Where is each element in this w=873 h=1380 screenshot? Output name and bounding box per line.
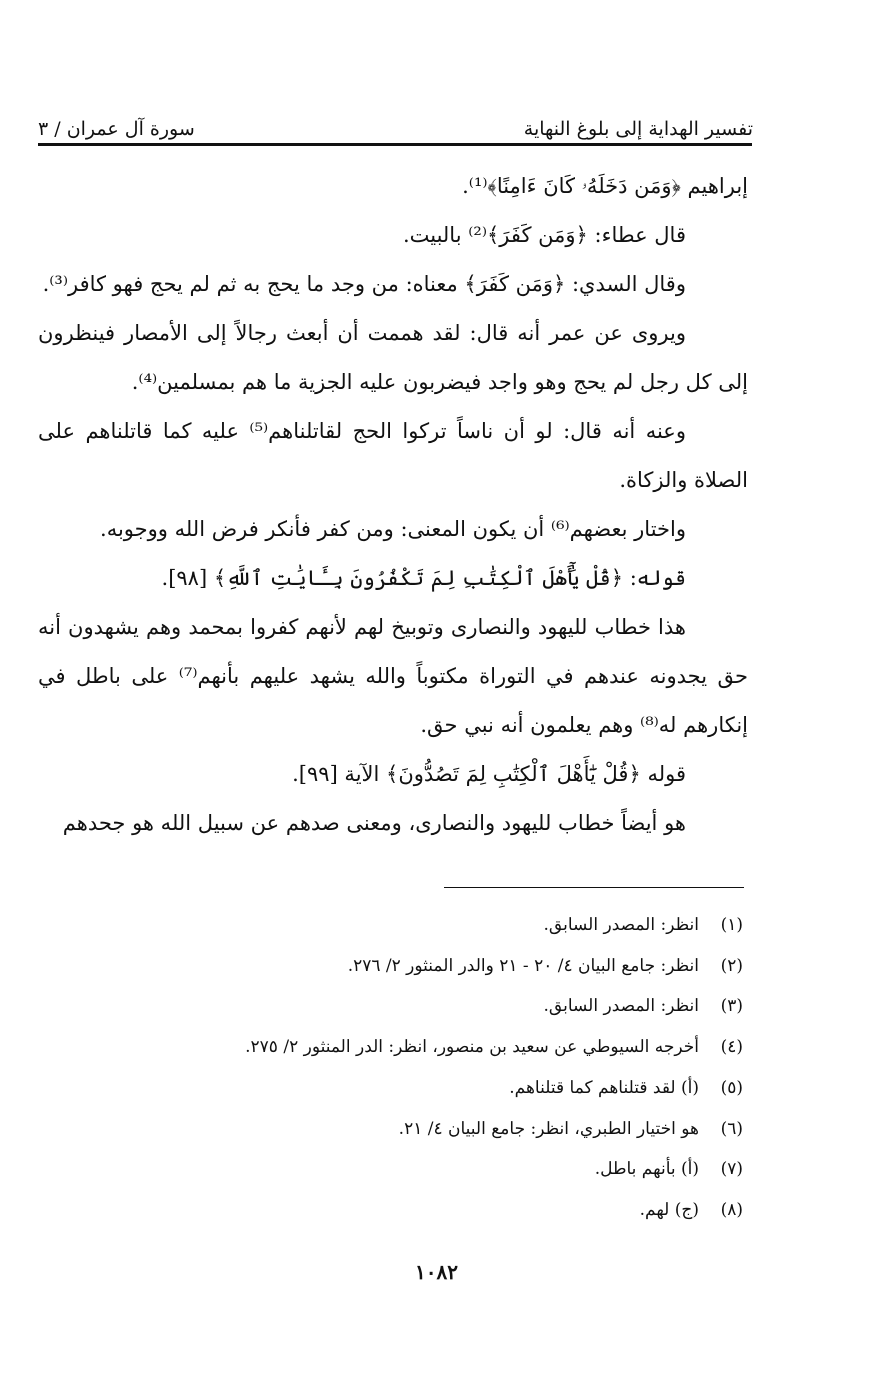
footnote-item — [83, 1190, 743, 1231]
paragraph-10: هو أيضاً خطاب لليهود والنصارى، ومعنى صدهم عن سبيل الله هو جحدهم — [62, 811, 686, 835]
paragraph-8: هذا خطاب لليهود والنصارى وتوبيخ لهم لأنهم كفروا بمحمد وهم يشهدون أنه حق يجدونه عندهم في التوراة مكتوباً والله يشهد عليهم بأنهم⁽⁷⁾ على باطل في إنكارهم له⁽⁸⁾ وهم يعلمون أنه نبي حق. — [38, 615, 748, 737]
footnote-item — [83, 986, 743, 1027]
paragraph-1: إبراهيم ﴿وَمَن دَخَلَهُۥ كَانَ ءَامِنًا﴾⁽¹⁾. — [462, 174, 748, 198]
footnote-text: أخرجه السيوطي عن سعيد بن منصور، انظر: الدر المنثور ٢/ ٢٧٥. — [245, 1037, 699, 1058]
footnote-text: انظر: المصدر السابق. — [543, 996, 699, 1017]
footnote-text: هو اختيار الطبري، انظر: جامع البيان ٤/ ٢١. — [398, 1118, 699, 1139]
footnote-text: انظر: المصدر السابق. — [543, 915, 699, 935]
running-header — [38, 100, 753, 140]
footnote-text: (أ) بأنهم باطل. — [594, 1159, 699, 1180]
footnote-item — [83, 1149, 743, 1190]
footnote-item — [83, 905, 743, 946]
footnote-text: (ج) لهم. — [639, 1199, 699, 1220]
footnote-number: (١) — [720, 915, 743, 935]
footnote-item — [83, 946, 743, 987]
footnotes-list — [83, 905, 743, 1231]
footnote-number: (٣) — [720, 996, 743, 1017]
paragraph-2: قال عطاء: ﴿وَمَن كَفَرَ﴾⁽²⁾ بالبيت. — [402, 223, 686, 247]
footnote-item — [83, 1068, 743, 1109]
book-title: تفسير الهداية إلى بلوغ النهاية — [523, 118, 753, 140]
main-text — [38, 162, 748, 848]
footnote-item — [83, 1109, 743, 1150]
footnote-text: (أ) لقد قتلناهم كما قتلناهم. — [509, 1077, 699, 1098]
footnote-divider — [444, 887, 744, 888]
paragraph-4: ويروى عن عمر أنه قال: لقد هممت أن أبعث رجالاً إلى الأمصار فينظرون إلى كل رجل لم يحج وهو واجد فيضربون عليه الجزية ما هم بمسلمين⁽⁴⁾. — [38, 321, 748, 394]
paragraph-9: قوله ﴿قُلْ يَٰٓأَهْلَ ٱلْكِتَٰبِ لِمَ تَصُدُّونَ﴾ الآية [٩٩]. — [292, 762, 686, 786]
footnote-number: (٧) — [720, 1159, 743, 1180]
page-number: ١٠٨٢ — [415, 1260, 458, 1284]
footnote-number: (٤) — [720, 1037, 743, 1058]
paragraph-3: وقال السدي: ﴿وَمَن كَفَرَ﴾ معناه: من وجد ما يحج به ثم لم يحج فهو كافر⁽³⁾. — [42, 272, 686, 296]
paragraph-7: قوله: ﴿قُلْ يَٰٓأَهْلَ ٱلْكِتَٰبِ لِمَ تَكْفُرُونَ بِـَٔايَٰتِ ٱللَّهِ﴾ [٩٨]. — [161, 566, 686, 590]
footnote-number: (٥) — [720, 1077, 743, 1098]
header-divider — [38, 143, 752, 146]
footnote-number: (٢) — [720, 955, 743, 976]
footnote-number: (٨) — [720, 1199, 743, 1220]
footnote-item — [83, 1027, 743, 1068]
paragraph-6: واختار بعضهم⁽⁶⁾ أن يكون المعنى: ومن كفر فأنكر فرض الله ووجوبه. — [100, 517, 686, 541]
paragraph-5: وعنه أنه قال: لو أن ناساً تركوا الحج لقاتلناهم⁽⁵⁾ عليه كما قاتلناهم على الصلاة والزكاة. — [38, 419, 748, 492]
surah-part-label: سورة آل عمران / ٣ — [38, 118, 195, 140]
footnote-number: (٦) — [720, 1118, 743, 1139]
footnote-text: انظر: جامع البيان ٤/ ٢٠ - ٢١ والدر المنثور ٢/ ٢٧٦. — [347, 955, 699, 976]
